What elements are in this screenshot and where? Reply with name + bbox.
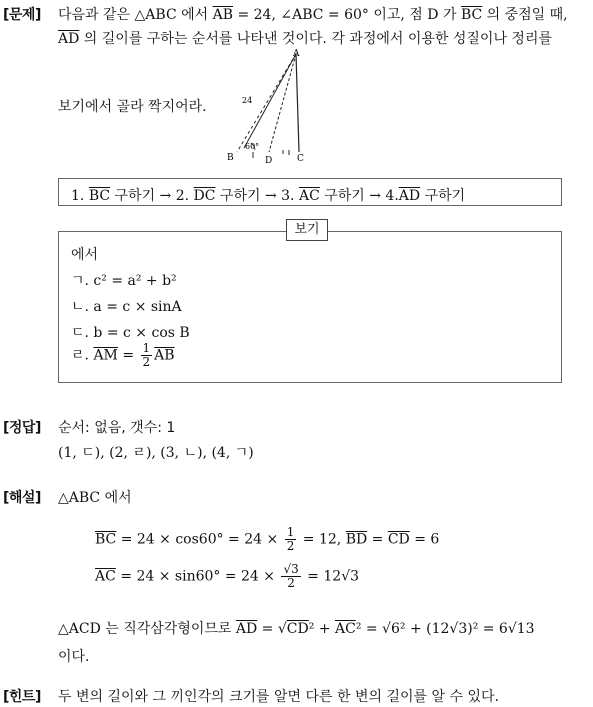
problem-line-1: 다음과 같은 △ABC 에서 $\overline{AB} = 24$, ∠ABC = 60° 이고, 점 D 가 $\overline{BC}$ 의 중점일 때, (58, 7, 568, 23)
vertex-a-label: A (293, 49, 300, 59)
answer-label: [정답] (3, 420, 41, 436)
bogi-item-4: ㄹ. $\overline{AM}$ = $\frac{1}{2}$ $\overline{AB}$ (71, 341, 175, 369)
bogi-item-2: ㄴ. a = c × sinA (71, 299, 182, 315)
problem-line-2: $\overline{AD}$ 의 길이를 구하는 순서를 나타낸 것이다. 각 과정에서 이용한 성질이나 정리를 (58, 31, 552, 47)
vertex-b-label: B (227, 153, 234, 163)
explanation-line-4: 이다. (58, 649, 90, 665)
explanation-line-3: △ACD 는 직각삼각형이므로 $\overline{AD} = √CD^2 + \overline{AC}^2 = √6^2 + (12√3)^2 = 6√13$ (58, 621, 535, 637)
answer-line-2: (1, ㄷ), (2, ㄹ), (3, ㄴ), (4, ㄱ) (58, 445, 254, 461)
triangle-figure (225, 48, 315, 166)
angle-label: 60° (245, 142, 260, 151)
hint-text: 두 변의 길이와 그 끼인각의 크기를 알면 다른 한 변의 길이를 알 수 있다. (58, 689, 499, 705)
bogi-item-1: ㄱ. c² = a² + b² (71, 273, 177, 289)
bogi-item-3: ㄷ. b = c × cos B (71, 325, 190, 341)
vertex-d-label: D (265, 156, 273, 166)
explanation-intro: △ABC 에서 (58, 490, 132, 506)
bogi-intro: 에서 (71, 247, 99, 263)
vertex-c-label: C (297, 154, 304, 164)
side-length-label: 24 (242, 96, 253, 105)
answer-line-1: 순서: 없음, 갯수: 1 (58, 420, 176, 436)
explanation-eq-1: $\overline{BC} = 24 \times \cos 60^\circ = 24$ × $\frac{1}{2}$ = 12, $\overline{BD} = \overline{CD} = 6$ (95, 525, 440, 553)
hint-label: [힌트] (3, 689, 41, 705)
problem-line-3: 보기에서 골라 짝지어라. (58, 99, 207, 115)
steps-box (58, 178, 562, 206)
steps-line: 1. $\overline{BC}$ 구하기 → 2. $\overline{DC}$ 구하기 → 3. $\overline{AC}$ 구하기 → $4.\overline{AD}$ 구하기 (71, 188, 466, 204)
bogi-title: 보기 (286, 219, 328, 241)
problem-label: [문제] (3, 7, 41, 23)
bogi-box (58, 231, 562, 383)
explanation-eq-2: $\overline{AC} = 24 \times \sin 60^\circ = 24$ × $\frac{√3}{2}$ = 12√3 (95, 562, 360, 590)
explanation-label: [해설] (3, 490, 41, 506)
